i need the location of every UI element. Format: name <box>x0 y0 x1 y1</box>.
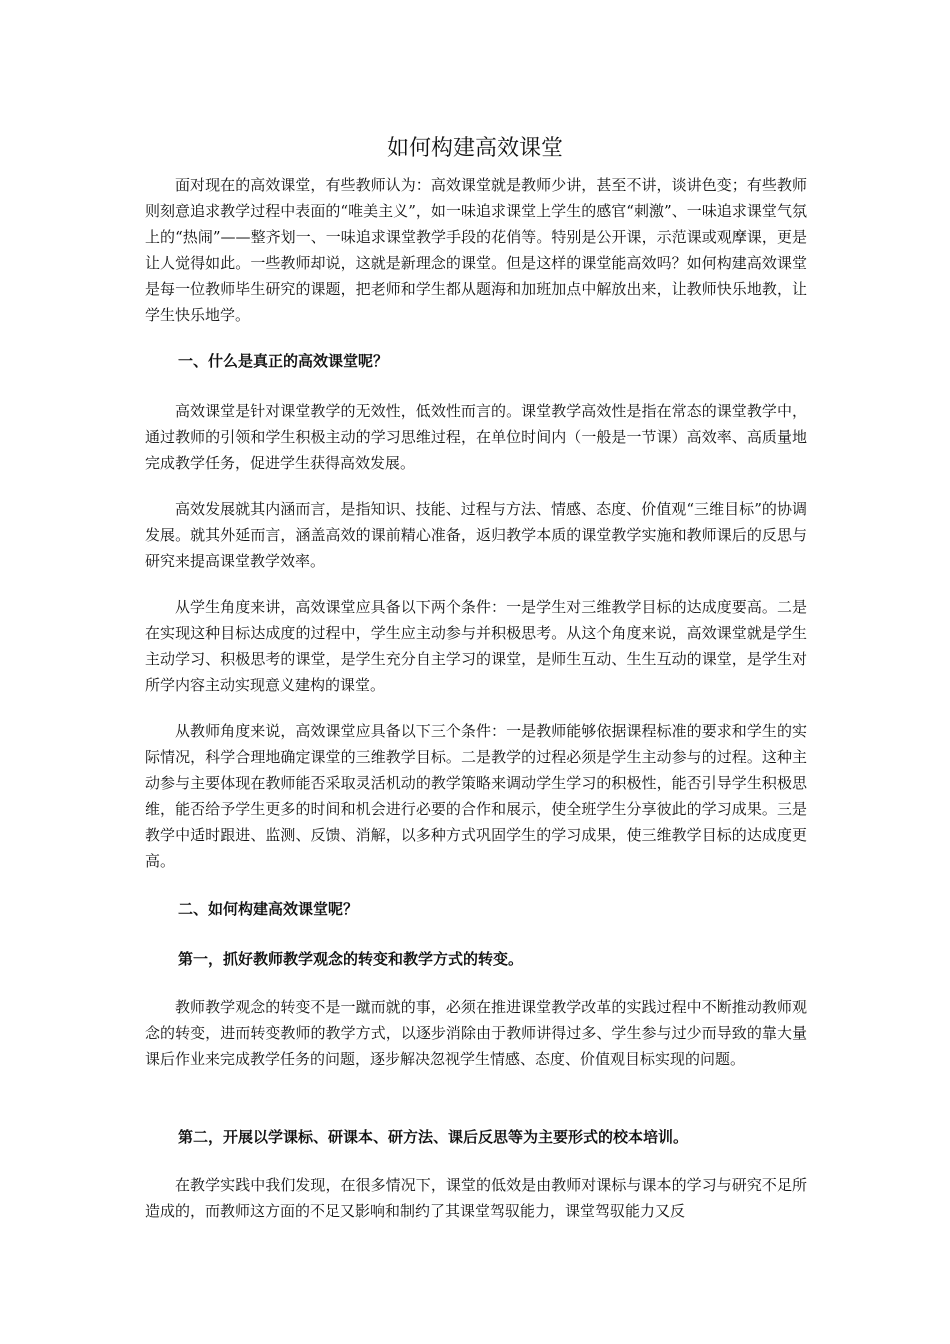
intro-paragraph: 面对现在的高效课堂，有些教师认为：高效课堂就是教师少讲，甚至不讲，谈讲色变；有些教师则刻意追求教学过程中表面的“唯美主义”，如一味追求课堂上学生的感官“刺激”、一味追求课堂气氛上的“热闹”——整齐划一、一味追求课堂教学手段的花俏等。特别是公开课，示范课或观摩课，更是让人觉得如此。一些教师却说，这就是新理念的课堂。但是这样的课堂能高效吗？如何构建高效课堂是每一位教师毕生研究的课题，把老师和学生都从题海和加班加点中解放出来，让教师快乐地教，让学生快乐地学。 <box>145 176 807 324</box>
subsection-2-paragraph: 在教学实践中我们发现，在很多情况下，课堂的低效是由教师对课标与课本的学习与研究不足所造成的，而教师这方面的不足又影响和制约了其课堂驾驭能力，课堂驾驭能力又反 <box>145 1176 807 1220</box>
document-title: 如何构建高效课堂 <box>386 136 563 161</box>
subsection-2-heading: 第二，开展以学课标、研课本、研方法、课后反思等为主要形式的校本培训。 <box>178 1128 689 1146</box>
section-1-paragraph-1: 高效课堂是针对课堂教学的无效性，低效性而言的。课堂教学高效性是指在常态的课堂教学中，通过教师的引领和学生积极主动的学习思维过程，在单位时间内（一般是一节课）高效率、高质量地完成教学任务，促进学生获得高效发展。 <box>145 402 807 472</box>
section-1-heading: 一、什么是真正的高效课堂呢？ <box>178 352 389 370</box>
section-1-paragraph-4: 从教师角度来说，高效课堂应具备以下三个条件：一是教师能够依据课程标准的要求和学生的实际情况，科学合理地确定课堂的三维教学目标。二是教学的过程必须是学生主动参与的过程。这种主动参与主要体现在教师能否采取灵活机动的教学策略来调动学生学习的积极性，能否引导学生积极思维，能否给予学生更多的时间和机会进行必要的合作和展示，使全班学生分享彼此的学习成果。三是教学中适时跟进、监测、反馈、消解，以多种方式巩固学生的学习成果，使三维教学目标的达成度更高。 <box>145 722 807 870</box>
subsection-1-heading: 第一，抓好教师教学观念的转变和教学方式的转变。 <box>178 950 524 968</box>
section-1-paragraph-2: 高效发展就其内涵而言，是指知识、技能、过程与方法、情感、态度、价值观“三维目标”的协调发展。就其外延而言，涵盖高效的课前精心准备，返归教学本质的课堂教学实施和教师课后的反思与研究来提高课堂教学效率。 <box>145 500 807 570</box>
section-2-heading: 二、如何构建高效课堂呢？ <box>178 900 359 918</box>
subsection-1-paragraph: 教师教学观念的转变不是一蹴而就的事，必须在推进课堂教学改革的实践过程中不断推动教师观念的转变，进而转变教师的教学方式，以逐步消除由于教师讲得过多、学生参与过少而导致的靠大量课后作业来完成教学任务的问题，逐步解决忽视学生情感、态度、价值观目标实现的问题。 <box>145 998 807 1068</box>
section-1-paragraph-3: 从学生角度来讲，高效课堂应具备以下两个条件：一是学生对三维教学目标的达成度要高。二是在实现这种目标达成度的过程中，学生应主动参与并积极思考。从这个角度来说，高效课堂就是学生主动学习、积极思考的课堂，是学生充分自主学习的课堂，是师生互动、生生互动的课堂，是学生对所学内容主动实现意义建构的课堂。 <box>145 598 807 694</box>
